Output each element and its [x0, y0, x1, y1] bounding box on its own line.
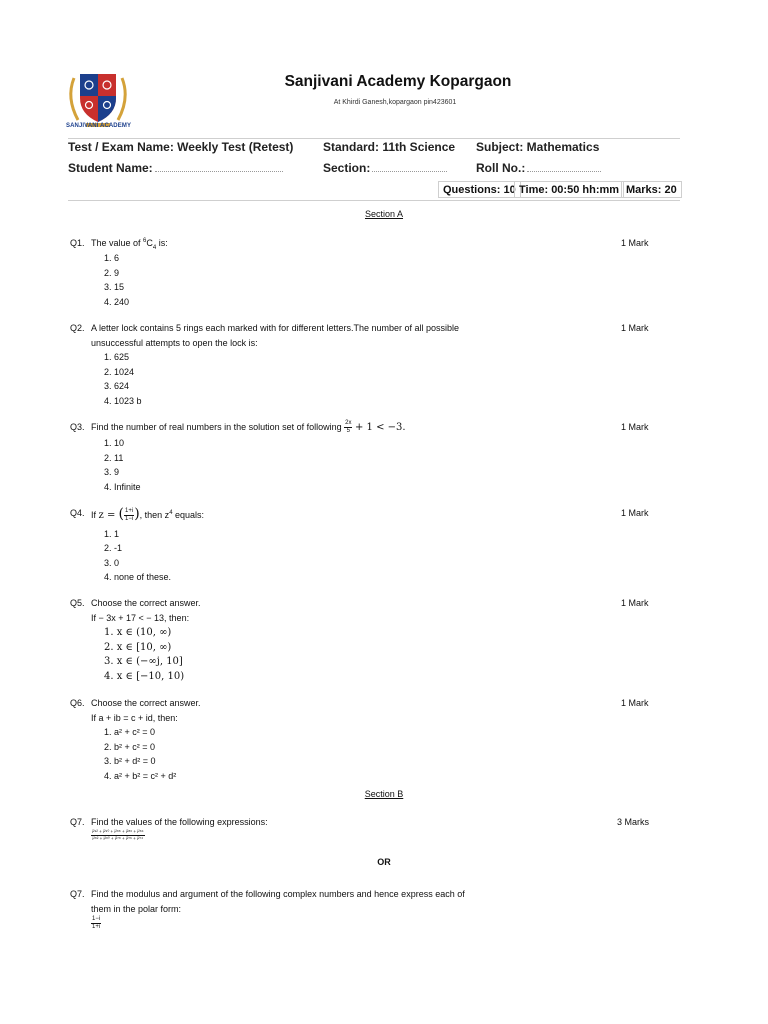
- option: 4. 240: [104, 297, 130, 307]
- fraction: $\frac{1-i}{1+i}$: [92, 916, 101, 930]
- option: 3. 9: [104, 467, 120, 477]
- option: 4. a² + b² = c² + d²: [104, 771, 177, 781]
- question-number: Q6.: [70, 698, 85, 708]
- question-text: Find the number of real numbers in the solution set of following $\frac{2x}{5}$ + 1 < −3.: [91, 420, 406, 434]
- option: 1. 625: [104, 352, 130, 362]
- fraction: $\frac{1+i}{1-i}$: [125, 508, 134, 523]
- option: 3. 624: [104, 381, 130, 391]
- question-text: The value of $^6C_4$ is:: [91, 238, 168, 251]
- question-marks: 1 Mark: [621, 508, 649, 518]
- subject: Subject: Mathematics: [476, 140, 600, 154]
- logo-caption: SANJIVANI ACADEMY: [66, 123, 132, 129]
- question-text: Choose the correct answer.: [91, 698, 201, 708]
- question-text-continued: If a + ib = c + id, then:: [91, 713, 178, 723]
- section-a-title: Section A: [364, 209, 404, 219]
- student-name-field: [68, 161, 283, 175]
- total-marks: Marks: 20: [621, 181, 682, 198]
- question-text: Find the values of the following expressions:: [91, 817, 268, 827]
- section-label: Section:: [323, 161, 371, 175]
- option: 1. x ∈ (10, ∞): [104, 627, 172, 638]
- fraction: $\frac{2x}{5}$: [345, 420, 352, 434]
- option: 4. x ∈ [−10, 10): [104, 671, 185, 682]
- question-marks: 1 Mark: [621, 323, 649, 333]
- option: 3. b² + d² = 0: [104, 756, 156, 766]
- option: 3. 15: [104, 282, 125, 292]
- option: 3. 0: [104, 558, 120, 568]
- option: 2. 9: [104, 268, 120, 278]
- time-allowed: Time: 00:50 hh:mm: [514, 181, 624, 198]
- questions-count: Questions: 10: [438, 181, 521, 198]
- info-divider: [68, 200, 680, 201]
- q7-expression: [91, 829, 145, 842]
- option: 2. -1: [104, 543, 123, 553]
- student-name-label: Student Name:: [68, 161, 153, 175]
- section-field: [323, 161, 447, 175]
- question-number: Q2.: [70, 323, 85, 333]
- header-divider: [68, 138, 680, 139]
- q7b-expression: [91, 916, 101, 931]
- question-marks: 1 Mark: [621, 698, 649, 708]
- question-text: Choose the correct answer.: [91, 598, 201, 608]
- question-number: Q7.: [70, 889, 85, 899]
- section-blank: [372, 161, 447, 172]
- standard: Standard: 11th Science: [323, 140, 456, 154]
- roll-no-field: [476, 161, 601, 175]
- option: 2. 1024: [104, 367, 135, 377]
- school-name: Sanjivani Academy Kopargaon: [284, 73, 512, 90]
- roll-no-label: Roll No.:: [476, 161, 526, 175]
- school-address: At Khirdi Ganesh,kopargaon pin423601: [333, 99, 457, 106]
- roll-no-blank: [527, 161, 601, 172]
- option: 4. 1023 b: [104, 396, 142, 406]
- option: 2. b² + c² = 0: [104, 742, 156, 752]
- option: 1. 10: [104, 438, 125, 448]
- section-b-title: Section B: [364, 789, 404, 799]
- question-number: Q1.: [70, 238, 85, 248]
- question-marks: 3 Marks: [617, 817, 650, 827]
- option: 2. 11: [104, 453, 124, 463]
- option: 1. a² + c² = 0: [104, 727, 156, 737]
- question-marks: 1 Mark: [621, 598, 649, 608]
- question-text: Find the modulus and argument of the following complex numbers and hence express each of: [91, 889, 465, 899]
- option: 1. 1: [104, 529, 120, 539]
- question-text: A letter lock contains 5 rings each marked with for different letters.The number of all possible: [91, 323, 460, 333]
- question-text-continued: unsuccessful attempts to open the lock is:: [91, 338, 258, 348]
- option: 1. 6: [104, 253, 120, 263]
- or-divider: OR: [377, 857, 391, 867]
- question-number: Q5.: [70, 598, 85, 608]
- question-marks: 1 Mark: [621, 422, 649, 432]
- question-text-continued: If − 3x + 17 < − 13, then:: [91, 613, 190, 623]
- option: 3. x ∈ (−∞j, 10]: [104, 656, 183, 667]
- fraction: $\frac{\text{i²⁹² + i²⁹⁰ + i²⁸⁸ + i²⁸⁶ + i²⁸⁴}}{\text{i²⁸² + i²⁸⁰ + i²⁷⁸ + i²⁷⁶ + i²⁷⁴}}$: [92, 829, 144, 841]
- exam-name: Test / Exam Name: Weekly Test (Retest): [68, 140, 294, 154]
- option: 4. none of these.: [104, 572, 172, 582]
- question-number: Q3.: [70, 422, 85, 432]
- question-text: If z = ( $\frac{1+i}{1-i}$ ), then $z^4$ equals:: [91, 506, 205, 523]
- student-name-blank: [155, 161, 283, 172]
- option: 4. Infinite: [104, 482, 141, 492]
- question-number: Q4.: [70, 508, 85, 518]
- option: 2. x ∈ [10, ∞): [104, 642, 172, 653]
- question-number: Q7.: [70, 817, 85, 827]
- question-marks: 1 Mark: [621, 238, 649, 248]
- question-text-continued: them in the polar form:: [91, 904, 182, 914]
